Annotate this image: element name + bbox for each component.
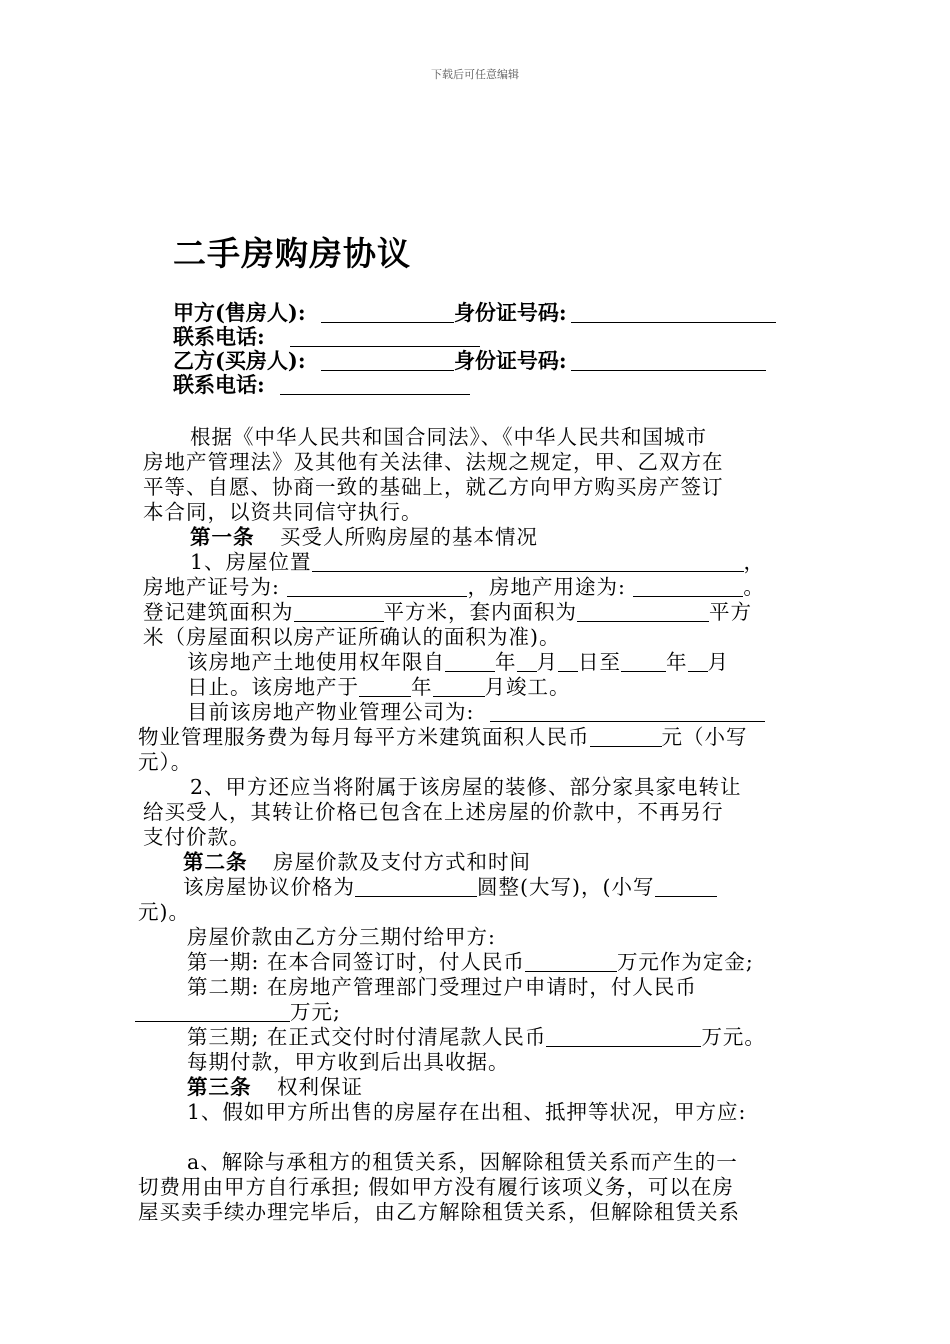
seller-line xyxy=(173,301,776,325)
preamble-line-2: 房地产管理法》及其他有关法律、法规之规定，甲、乙双方在 xyxy=(143,450,724,474)
month-2: 月 xyxy=(707,650,729,674)
article3-heading xyxy=(187,1075,363,1100)
inner-area-blank[interactable] xyxy=(577,601,709,622)
mgmt-line xyxy=(187,700,765,725)
land-end-month-blank[interactable] xyxy=(688,651,708,672)
phase3-line xyxy=(187,1025,766,1050)
article3-number: 第三条 xyxy=(187,1075,252,1099)
year-2: 年 xyxy=(666,650,688,674)
price-lower-blank[interactable] xyxy=(655,876,717,897)
fee-blank[interactable] xyxy=(590,726,662,747)
cert-period: 。 xyxy=(743,575,765,599)
land-start-month-blank[interactable] xyxy=(517,651,537,672)
buyer-id-label: 身份证号码: xyxy=(453,348,567,373)
seller-id-label: 身份证号码: xyxy=(453,300,567,325)
price-upper-blank[interactable] xyxy=(355,876,477,897)
price-upper-label: 圆整(大写)，(小写 xyxy=(477,875,655,899)
use-blank[interactable] xyxy=(633,576,743,597)
buyer-phone-line xyxy=(173,373,470,397)
mgmt-label: 目前该房地产物业管理公司为: xyxy=(187,700,475,724)
land-use-line xyxy=(187,650,729,675)
land-end-year-blank[interactable] xyxy=(621,651,666,672)
price-end: 元)。 xyxy=(138,900,190,924)
use-label: ，房地产用途为: xyxy=(467,575,626,599)
buyer-line xyxy=(173,349,766,373)
area-note: 米（房屋面积以房产证所确认的面积为准)。 xyxy=(143,625,561,649)
land-start-year-blank[interactable] xyxy=(445,651,495,672)
area-label: 登记建筑面积为 xyxy=(143,600,294,624)
phase2-end: 万元; xyxy=(290,1000,341,1024)
seller-phone-label: 联系电话: xyxy=(173,324,265,349)
phase3-label: 第三期; 在正式交付时付清尾款人民币 xyxy=(187,1025,547,1049)
day-to: 日至 xyxy=(578,650,621,674)
phase2-blank[interactable] xyxy=(135,1001,290,1022)
location-line xyxy=(190,550,765,575)
price-label: 该房屋协议价格为 xyxy=(183,875,355,899)
article2-number: 第二条 xyxy=(183,850,248,874)
completion-line xyxy=(187,675,571,700)
built-area-blank[interactable] xyxy=(294,601,384,622)
seller-name-blank[interactable] xyxy=(321,302,454,323)
phase2-line: 第二期: 在房地产管理部门受理过户申请时，付人民币 xyxy=(187,975,697,999)
article3-item-a-line-1: a、解除与承租方的租赁关系，因解除租赁关系而产生的一 xyxy=(187,1150,738,1174)
cert-label: 房地产证号为: xyxy=(143,575,280,599)
item2-line-1: 2、甲方还应当将附属于该房屋的装修、部分家具家电转让 xyxy=(190,775,742,799)
mgmt-company-blank[interactable] xyxy=(490,701,765,722)
fee-label: 物业管理服务费为每月每平方米建筑面积人民币 xyxy=(138,725,590,749)
article3-item-a-line-3: 屋买卖手续办理完毕后，由乙方解除租赁关系，但解除租赁关系 xyxy=(138,1200,740,1224)
fee-end: 元）。 xyxy=(138,750,193,774)
preamble-line-3: 平等、自愿、协商一致的基础上，就乙方向甲方购买房产签订 xyxy=(143,475,724,499)
location-comma: ， xyxy=(743,550,766,574)
seller-phone-blank[interactable] xyxy=(290,326,480,347)
seller-phone-line xyxy=(173,325,480,349)
item2-line-2: 给买受人，其转让价格已包含在上述房屋的价款中，不再另行 xyxy=(143,800,724,824)
article2-heading xyxy=(183,850,531,875)
area-line xyxy=(143,600,752,625)
year-3: 年 xyxy=(411,675,433,699)
sqm-comma: 平方米，套内面积为 xyxy=(383,600,577,624)
buyer-id-blank[interactable] xyxy=(571,350,766,371)
preamble-line-4: 本合同，以资共同信守执行。 xyxy=(143,500,423,524)
buyer-phone-label: 联系电话: xyxy=(173,372,265,397)
page-header-note: 下载后可任意编辑 xyxy=(431,68,519,81)
completion-month-blank[interactable] xyxy=(433,676,485,697)
completed-label: 月竣工。 xyxy=(484,675,571,699)
phase1-line xyxy=(187,950,754,975)
cert-number-blank[interactable] xyxy=(287,576,467,597)
phase2-line-2 xyxy=(135,1000,341,1025)
seller-id-blank[interactable] xyxy=(571,302,776,323)
preamble-line-1: 根据《中华人民共和国合同法》、《中华人民共和国城市 xyxy=(190,425,707,449)
article3-item-a-line-2: 切费用由甲方自行承担; 假如甲方没有履行该项义务，可以在房 xyxy=(138,1175,734,1199)
installments-intro: 房屋价款由乙方分三期付给甲方: xyxy=(187,925,496,949)
article2-title: 房屋价款及支付方式和时间 xyxy=(273,850,532,874)
location-blank[interactable] xyxy=(312,551,744,572)
fee-line xyxy=(138,725,748,750)
year-1: 年 xyxy=(495,650,517,674)
article1-heading xyxy=(190,525,538,550)
phase3-blank[interactable] xyxy=(546,1026,701,1047)
article3-item1: 1、假如甲方所出售的房屋存在出租、抵押等状况，甲方应: xyxy=(187,1100,747,1124)
land-label: 该房地产土地使用权年限自 xyxy=(187,650,445,674)
item2-line-3: 支付价款。 xyxy=(143,825,251,849)
cert-line xyxy=(143,575,765,600)
land-start-day-blank[interactable] xyxy=(558,651,578,672)
article1-number: 第一条 xyxy=(190,525,255,549)
article3-title: 权利保证 xyxy=(277,1075,364,1099)
sqm-label: 平方 xyxy=(709,600,752,624)
phase1-label: 第一期: 在本合同签订时，付人民币 xyxy=(187,950,525,974)
phase1-end: 万元作为定金; xyxy=(616,950,754,974)
article1-title: 买受人所购房屋的基本情况 xyxy=(280,525,539,549)
price-line xyxy=(183,875,717,900)
buyer-name-blank[interactable] xyxy=(321,350,454,371)
phase3-end: 万元。 xyxy=(701,1025,766,1049)
buyer-phone-blank[interactable] xyxy=(280,374,470,395)
receipt-line: 每期付款，甲方收到后出具收据。 xyxy=(187,1050,510,1074)
day-end-label: 日止。该房地产于 xyxy=(187,675,359,699)
seller-label: 甲方(售房人): xyxy=(173,300,306,325)
document-title: 二手房购房协议 xyxy=(173,234,411,273)
fee-unit: 元（小写 xyxy=(661,725,748,749)
completion-year-blank[interactable] xyxy=(359,676,411,697)
phase1-blank[interactable] xyxy=(525,951,617,972)
buyer-label: 乙方(买房人): xyxy=(173,348,306,373)
location-label: 1、房屋位置 xyxy=(190,550,312,574)
month-1: 月 xyxy=(536,650,558,674)
